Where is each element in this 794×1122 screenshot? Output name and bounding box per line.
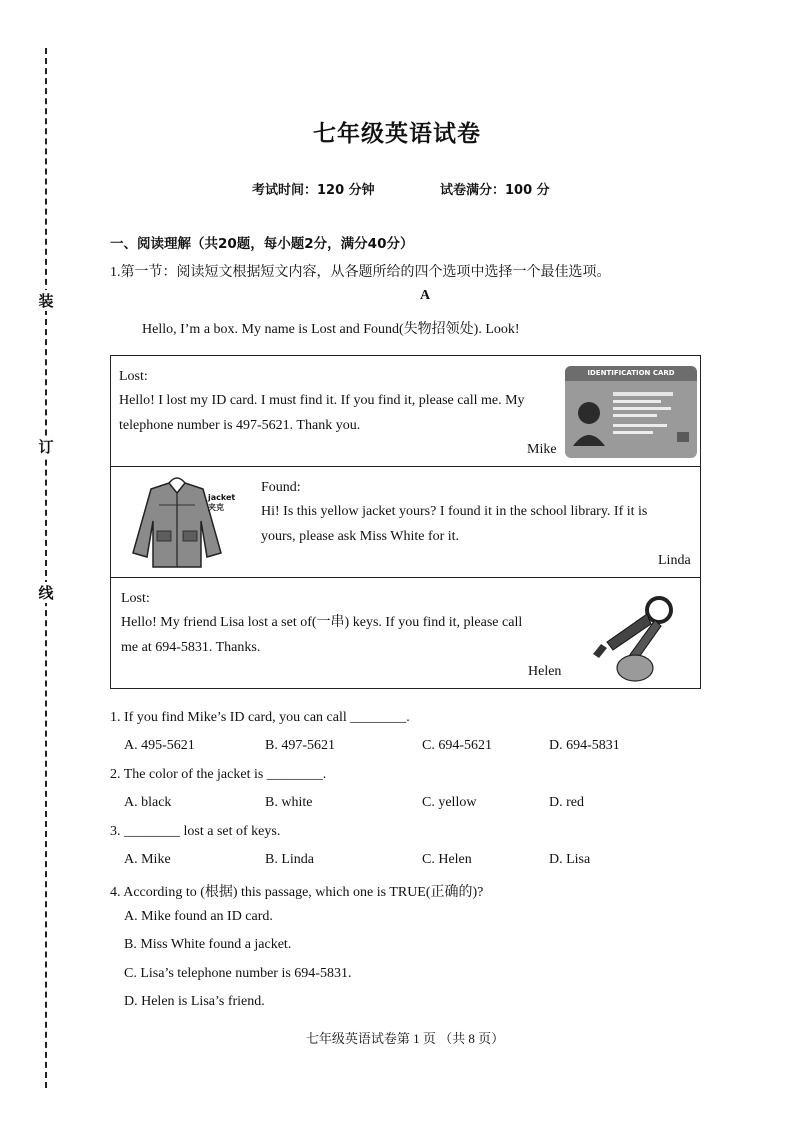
passage-label: A <box>419 288 431 303</box>
notice-line: telephone number is 497-5621. Thank you. <box>119 418 361 433</box>
notice-line: Hello! My friend Lisa lost a set of(一串) keys. If you find it, please call <box>121 615 523 630</box>
exam-time: 考试时间：120 分钟 <box>252 183 375 198</box>
question-3-option-a: A. Mike <box>124 852 171 867</box>
notice-heading: Found: <box>261 480 301 495</box>
question-3-stem: 3. ________ lost a set of keys. <box>110 824 281 839</box>
passage-intro: Hello, I’m a box. My name is Lost and Found(失物招领处). Look! <box>142 322 520 337</box>
binding-mark-xian: 线 <box>36 582 56 603</box>
notice-line: me at 694-5831. Thanks. <box>121 640 261 655</box>
notice-found-jacket <box>110 466 701 578</box>
question-3-option-b: B. Linda <box>265 852 314 867</box>
section-title: 一、阅读理解（共20题，每小题2分，满分40分） <box>110 236 414 252</box>
question-1-stem: 1. If you find Mike’s ID card, you can call ________. <box>110 710 410 725</box>
question-2-option-d: D. red <box>549 795 584 810</box>
question-1-option-a: A. 495-5621 <box>124 738 195 753</box>
notice-heading: Lost: <box>119 369 148 384</box>
question-4-option-c: C. Lisa’s telephone number is 694-5831. <box>124 966 352 981</box>
notice-signature: Helen <box>528 664 562 679</box>
question-2-option-a: A. black <box>124 795 172 810</box>
notice-lost-id-card <box>110 355 701 467</box>
notice-signature: Linda <box>658 553 691 568</box>
question-2-option-b: B. white <box>265 795 313 810</box>
question-2-option-c: C. yellow <box>422 795 477 810</box>
question-2-stem: 2. The color of the jacket is ________. <box>110 767 327 782</box>
instruction: 1.第一节：阅读短文根据短文内容，从各题所给的四个选项中选择一个最佳选项。 <box>110 265 611 280</box>
notice-signature: Mike <box>527 442 557 457</box>
notice-line: yours, please ask Miss White for it. <box>261 529 460 544</box>
binding-mark-zhuang: 装 <box>36 290 56 311</box>
jacket-label-en: jacket <box>208 493 236 502</box>
question-3-option-c: C. Helen <box>422 852 472 867</box>
notice-lost-keys <box>110 577 701 689</box>
notice-line: Hello! I lost my ID card. I must find it. If you find it, please call me. My <box>119 393 525 408</box>
exam-score: 试卷满分：100 分 <box>440 183 550 198</box>
exam-title: 七年级英语试卷 <box>313 121 481 147</box>
question-4-option-b: B. Miss White found a jacket. <box>124 937 292 952</box>
notice-line: Hi! Is this yellow jacket yours? I found it in the school library. If it is <box>261 504 648 519</box>
binding-dashed-line <box>45 48 47 1088</box>
question-1-option-b: B. 497-5621 <box>265 738 335 753</box>
question-1-option-d: D. 694-5831 <box>549 738 620 753</box>
notice-heading: Lost: <box>121 591 150 606</box>
page-footer: 七年级英语试卷第 1 页 （共 8 页） <box>305 1031 505 1046</box>
id-card-image <box>565 366 697 458</box>
question-4-option-a: A. Mike found an ID card. <box>124 909 273 924</box>
jacket-image <box>121 475 236 571</box>
id-card-caption: IDENTIFICATION CARD <box>565 366 697 381</box>
question-1-option-c: C. 694-5621 <box>422 738 492 753</box>
keys-image <box>589 592 689 684</box>
question-4-stem: 4. According to (根据) this passage, which one is TRUE(正确的)? <box>110 885 484 900</box>
question-3-option-d: D. Lisa <box>549 852 591 867</box>
binding-mark-ding: 订 <box>36 436 56 457</box>
question-4-option-d: D. Helen is Lisa’s friend. <box>124 994 265 1009</box>
jacket-label-zh: 夹克 <box>208 503 224 512</box>
